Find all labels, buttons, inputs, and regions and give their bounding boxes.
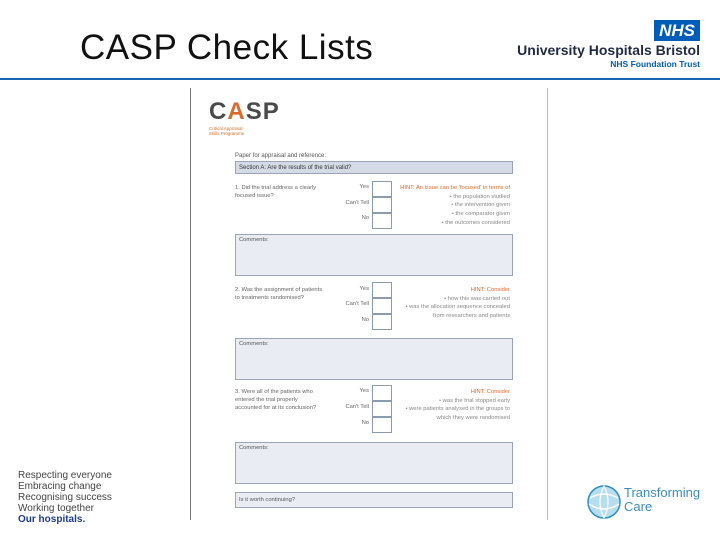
trust-values <box>18 470 112 525</box>
transforming-care-text: Transforming Care <box>624 485 701 514</box>
q2-canttell-checkbox[interactable] <box>372 298 392 314</box>
q3-yes-checkbox[interactable] <box>372 385 392 401</box>
question-1: 1. Did the trial address a clearly focused issue? <box>235 185 317 199</box>
option-cant-tell: Can't Tell <box>345 301 369 307</box>
value-item: Embracing change <box>18 481 102 492</box>
casp-logo <box>209 98 280 136</box>
casp-checklist-document <box>190 88 548 520</box>
q1-comments-box[interactable]: Comments: <box>235 234 513 276</box>
transforming-care-logo <box>586 484 706 524</box>
value-item: Recognising success <box>18 492 112 503</box>
q3-comments-box[interactable]: Comments: <box>235 442 513 484</box>
nhs-trust-logo <box>517 18 700 69</box>
option-no: No <box>361 420 369 426</box>
option-no: No <box>361 317 369 323</box>
option-no: No <box>361 215 369 221</box>
q1-no-checkbox[interactable] <box>372 213 392 229</box>
q3-canttell-checkbox[interactable] <box>372 401 392 417</box>
question-2: 2. Was the assignment of patients to treatments randomised? <box>235 287 323 301</box>
q1-canttell-checkbox[interactable] <box>372 197 392 213</box>
header-rule <box>0 78 720 80</box>
casp-subtitle: Critical Appraisal Skills Programme <box>209 126 245 136</box>
option-cant-tell: Can't Tell <box>345 404 369 410</box>
trust-name: NHS Foundation Trust <box>610 59 700 69</box>
q1-hint: HINT: An issue can be 'focused' in terms of • the population studied • the intervention given • the comparator given • the outcomes considered <box>400 185 510 226</box>
option-yes: Yes <box>359 388 369 394</box>
q3-no-checkbox[interactable] <box>372 417 392 433</box>
q2-hint: HINT: Consider • how this was carried out • was the allocation sequence concealed from researchers and patients <box>405 287 510 320</box>
question-3: 3. Were all of the patients who entered the trial properly accounted for at its conclusion? <box>235 389 317 411</box>
section-a-header: Section A: Are the results of the trial valid? <box>235 161 513 174</box>
option-cant-tell: Can't Tell <box>345 200 369 206</box>
worth-continuing-box[interactable]: Is it worth continuing? <box>235 492 513 508</box>
paper-reference-label: Paper for appraisal and reference: <box>235 153 327 159</box>
value-item: Working together <box>18 503 94 514</box>
q1-yes-checkbox[interactable] <box>372 181 392 197</box>
value-item: Respecting everyone <box>18 470 112 481</box>
option-yes: Yes <box>359 286 369 292</box>
q2-comments-box[interactable]: Comments: <box>235 338 513 380</box>
q2-no-checkbox[interactable] <box>372 314 392 330</box>
globe-icon <box>586 484 622 520</box>
value-item: Our hospitals. <box>18 514 86 525</box>
q3-hint: HINT: Consider • was the trial stopped early • were patients analysed in the groups to which they were randomised <box>405 389 510 422</box>
casp-wordmark: CASP <box>209 98 280 125</box>
org-name: University Hospitals Bristol <box>517 42 700 58</box>
option-yes: Yes <box>359 184 369 190</box>
nhs-badge: NHS <box>654 20 700 41</box>
q2-yes-checkbox[interactable] <box>372 282 392 298</box>
slide-title: CASP Check Lists <box>80 28 374 67</box>
